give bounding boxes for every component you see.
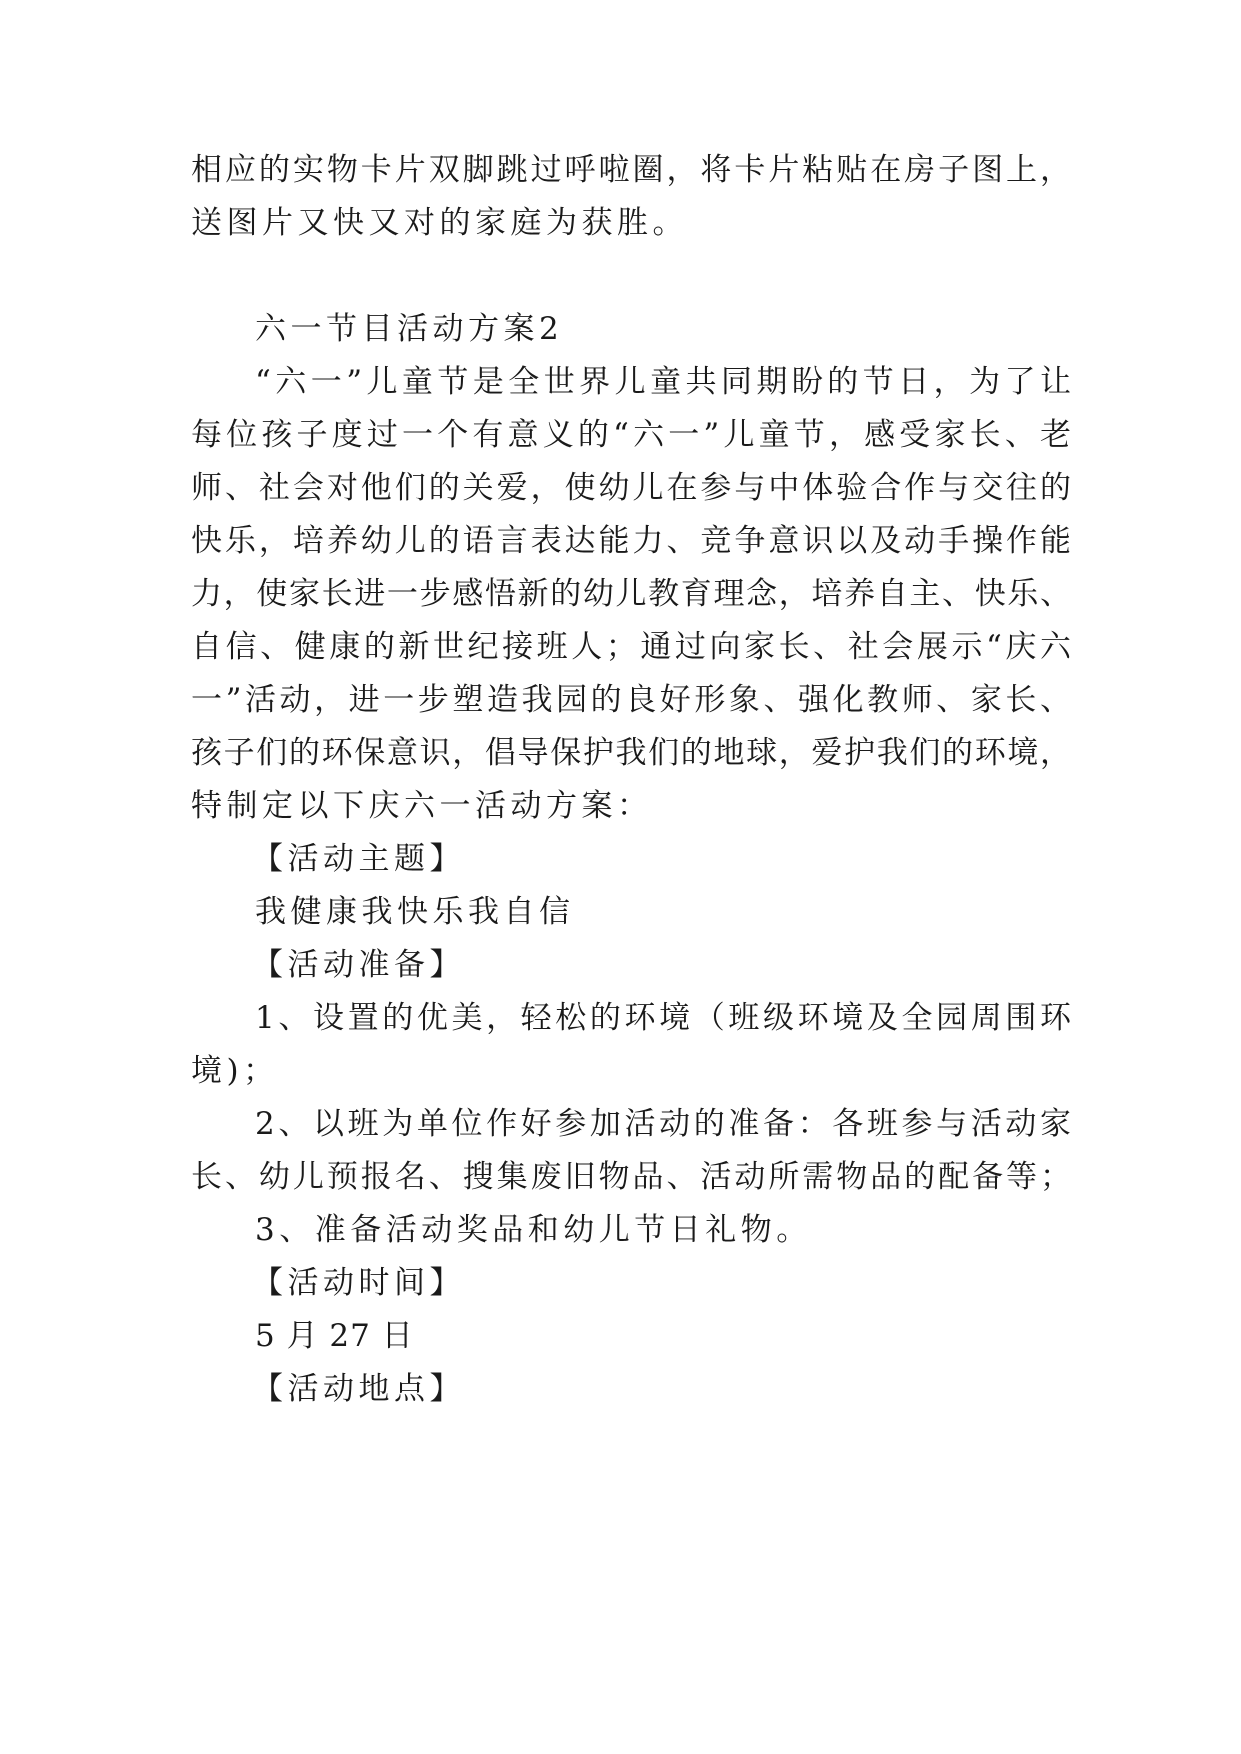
intro-line-2: 送图片又快又对的家庭为获胜。: [191, 205, 688, 241]
prep-item-3: 3、准备活动奖品和幼儿节日礼物。: [255, 1212, 812, 1248]
paragraph-line-4: 快乐，培养幼儿的语言表达能力、竞争意识以及动手操作能: [191, 523, 1071, 559]
paragraph-line-5: 力，使家长进一步感悟新的幼儿教育理念，培养自主、快乐、: [191, 576, 1071, 612]
paragraph-line-1: “六一”儿童节是全世界儿童共同期盼的节日，为了让: [255, 364, 1071, 400]
intro-line-1: 相应的实物卡片双脚跳过呼啦圈，将卡片粘贴在房子图上，: [191, 152, 1071, 188]
paragraph-line-6: 自信、健康的新世纪接班人；通过向家长、社会展示“庆六: [191, 629, 1071, 665]
theme-heading: 【活动主题】: [252, 841, 465, 877]
theme-text: 我健康我快乐我自信: [255, 894, 575, 930]
time-text: 5 月 27 日: [255, 1318, 414, 1354]
time-heading: 【活动时间】: [252, 1265, 465, 1301]
prep-item-2-line-2: 长、幼儿预报名、搜集废旧物品、活动所需物品的配备等；: [191, 1159, 1071, 1195]
paragraph-line-9: 特制定以下庆六一活动方案：: [191, 788, 653, 824]
paragraph-line-2: 每位孩子度过一个有意义的“六一”儿童节，感受家长、老: [191, 417, 1071, 453]
section-title: 六一节目活动方案2: [255, 311, 564, 347]
prep-heading: 【活动准备】: [252, 947, 465, 983]
place-heading: 【活动地点】: [252, 1371, 465, 1407]
prep-item-2-line-1: 2、以班为单位作好参加活动的准备：各班参与活动家: [255, 1106, 1071, 1142]
paragraph-line-8: 孩子们的环保意识，倡导保护我们的地球，爱护我们的环境，: [191, 735, 1071, 771]
prep-item-1-line-2: 境)；: [191, 1053, 279, 1089]
prep-item-1-line-1: 1、设置的优美，轻松的环境（班级环境及全园周围环: [255, 1000, 1071, 1036]
paragraph-line-7: 一”活动，进一步塑造我园的良好形象、强化教师、家长、: [191, 682, 1071, 718]
paragraph-line-3: 师、社会对他们的关爱，使幼儿在参与中体验合作与交往的: [191, 470, 1071, 506]
